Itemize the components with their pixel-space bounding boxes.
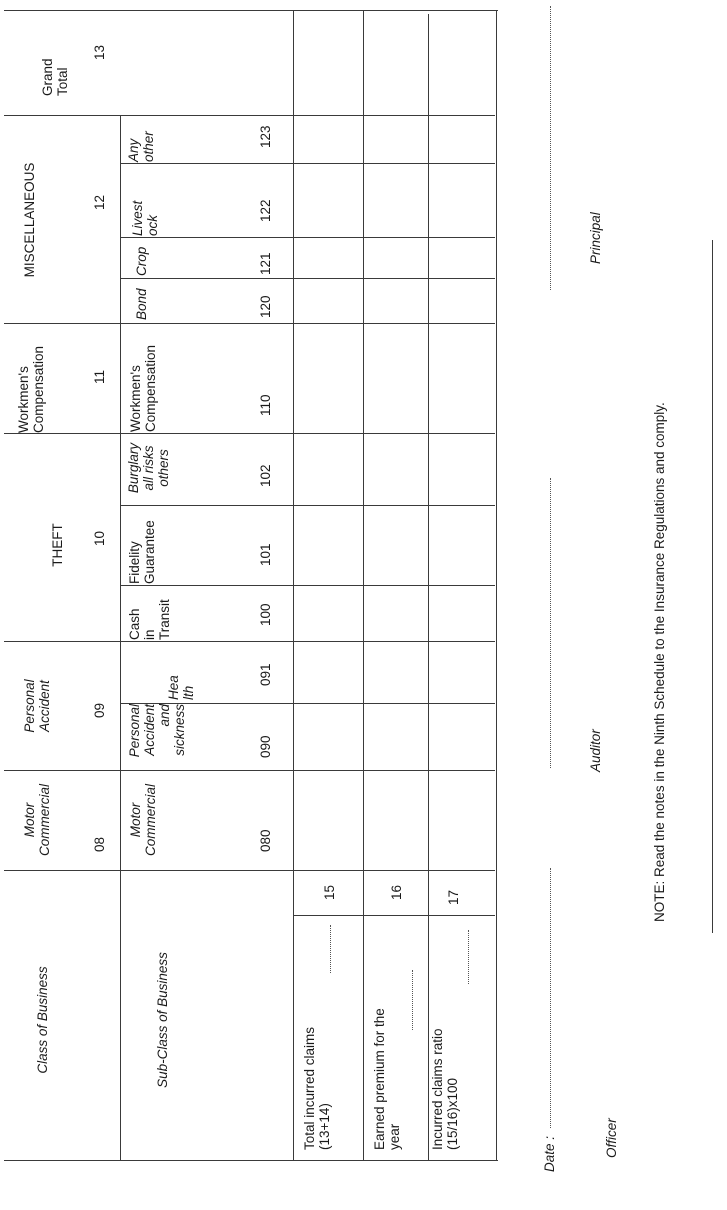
class-miscellaneous: MISCELLANEOUS: [22, 162, 37, 278]
principal-signature-label: Principal: [588, 212, 603, 264]
table-rule: [4, 641, 495, 642]
class-workmens-compensation: Workmen's Compensation: [16, 345, 46, 433]
subclass-code: 080: [258, 829, 273, 852]
class-code: 11: [92, 369, 107, 384]
table-rule: [120, 585, 495, 586]
dotted-fill: [330, 925, 331, 973]
subclass-label: Livest ock: [130, 200, 160, 236]
subclass-code: 101: [258, 543, 273, 566]
table-rule: [120, 115, 121, 1160]
row-incurred-claims-ratio: Incurred claims ratio (15/16)x100: [430, 1028, 460, 1150]
class-of-business-label: Class of Business: [35, 966, 50, 1074]
subclass-code: 100: [258, 603, 273, 626]
principal-dotted-line: [550, 6, 551, 290]
table-rule: [496, 10, 497, 1160]
subclass-label: Fidelity Guarantee: [127, 520, 157, 584]
subclass-label: Crop: [134, 246, 149, 276]
row-code: 17: [446, 889, 461, 905]
class-code: 12: [92, 194, 107, 210]
class-motor-commercial: Motor Commercial: [22, 784, 52, 857]
officer-signature-label: Officer: [604, 1118, 619, 1158]
subclass-code: 102: [258, 464, 273, 487]
subclass-label: Workmen's Compensation: [128, 344, 158, 432]
class-code: 13: [92, 44, 107, 60]
subclass-label: Burglary all risks others: [126, 442, 171, 494]
table-rule: [4, 433, 495, 434]
class-code: 10: [92, 530, 107, 546]
row-total-incurred-claims: Total incurred claims (13+14): [302, 1026, 332, 1150]
table-rule: [293, 915, 495, 916]
table-rule: [4, 115, 495, 116]
table-rule: [4, 870, 495, 871]
row-code: 16: [389, 884, 404, 900]
subclass-code: 123: [258, 125, 273, 148]
subclass-code: 110: [258, 394, 273, 416]
table-rule: [4, 770, 495, 771]
table-rule: [428, 14, 429, 1160]
subclass-code: 121: [258, 252, 273, 275]
subclass-label: Any other: [126, 131, 156, 162]
class-grand-total: Grand Total: [40, 58, 70, 96]
date-dotted-line: [550, 868, 551, 1128]
compliance-note: NOTE: Read the notes in the Ninth Schedule to the Insurance Regulations and comply.: [652, 402, 667, 922]
sub-class-of-business-label: Sub-Class of Business: [155, 952, 170, 1088]
class-code: 09: [92, 702, 107, 718]
class-theft: THEFT: [50, 523, 65, 567]
class-personal-accident: Personal Accident: [22, 679, 52, 733]
class-code: 08: [92, 836, 107, 852]
subclass-code: 090: [258, 735, 273, 758]
table-rule: [363, 10, 364, 1160]
table-rule: [4, 323, 495, 324]
table-top-border: [4, 10, 498, 11]
subclass-label: Motor Commercial: [128, 784, 158, 857]
footer-rule: [712, 240, 713, 933]
table-rule: [120, 505, 495, 506]
dotted-fill: [412, 970, 413, 1030]
subclass-label: Hea lth: [166, 675, 196, 700]
subclass-code: 122: [258, 199, 273, 222]
table-rule: [120, 163, 495, 164]
row-code: 15: [322, 884, 337, 900]
row-earned-premium: Earned premium for the year: [372, 1008, 402, 1150]
table-rule: [120, 278, 495, 279]
subclass-label: Cash in Transit: [127, 599, 172, 640]
dotted-fill: [468, 930, 469, 984]
table-bottom-border: [4, 1160, 498, 1161]
table-rule: [120, 237, 495, 238]
auditor-signature-label: Auditor: [588, 729, 603, 772]
subclass-label: Bond: [134, 288, 149, 320]
date-label: Date :: [542, 1135, 557, 1172]
subclass-code: 120: [258, 295, 273, 318]
table-rule: [293, 10, 294, 1160]
subclass-label: Personal Accident and sickness: [127, 704, 187, 758]
subclass-code: 091: [258, 663, 273, 686]
auditor-dotted-line: [550, 478, 551, 768]
